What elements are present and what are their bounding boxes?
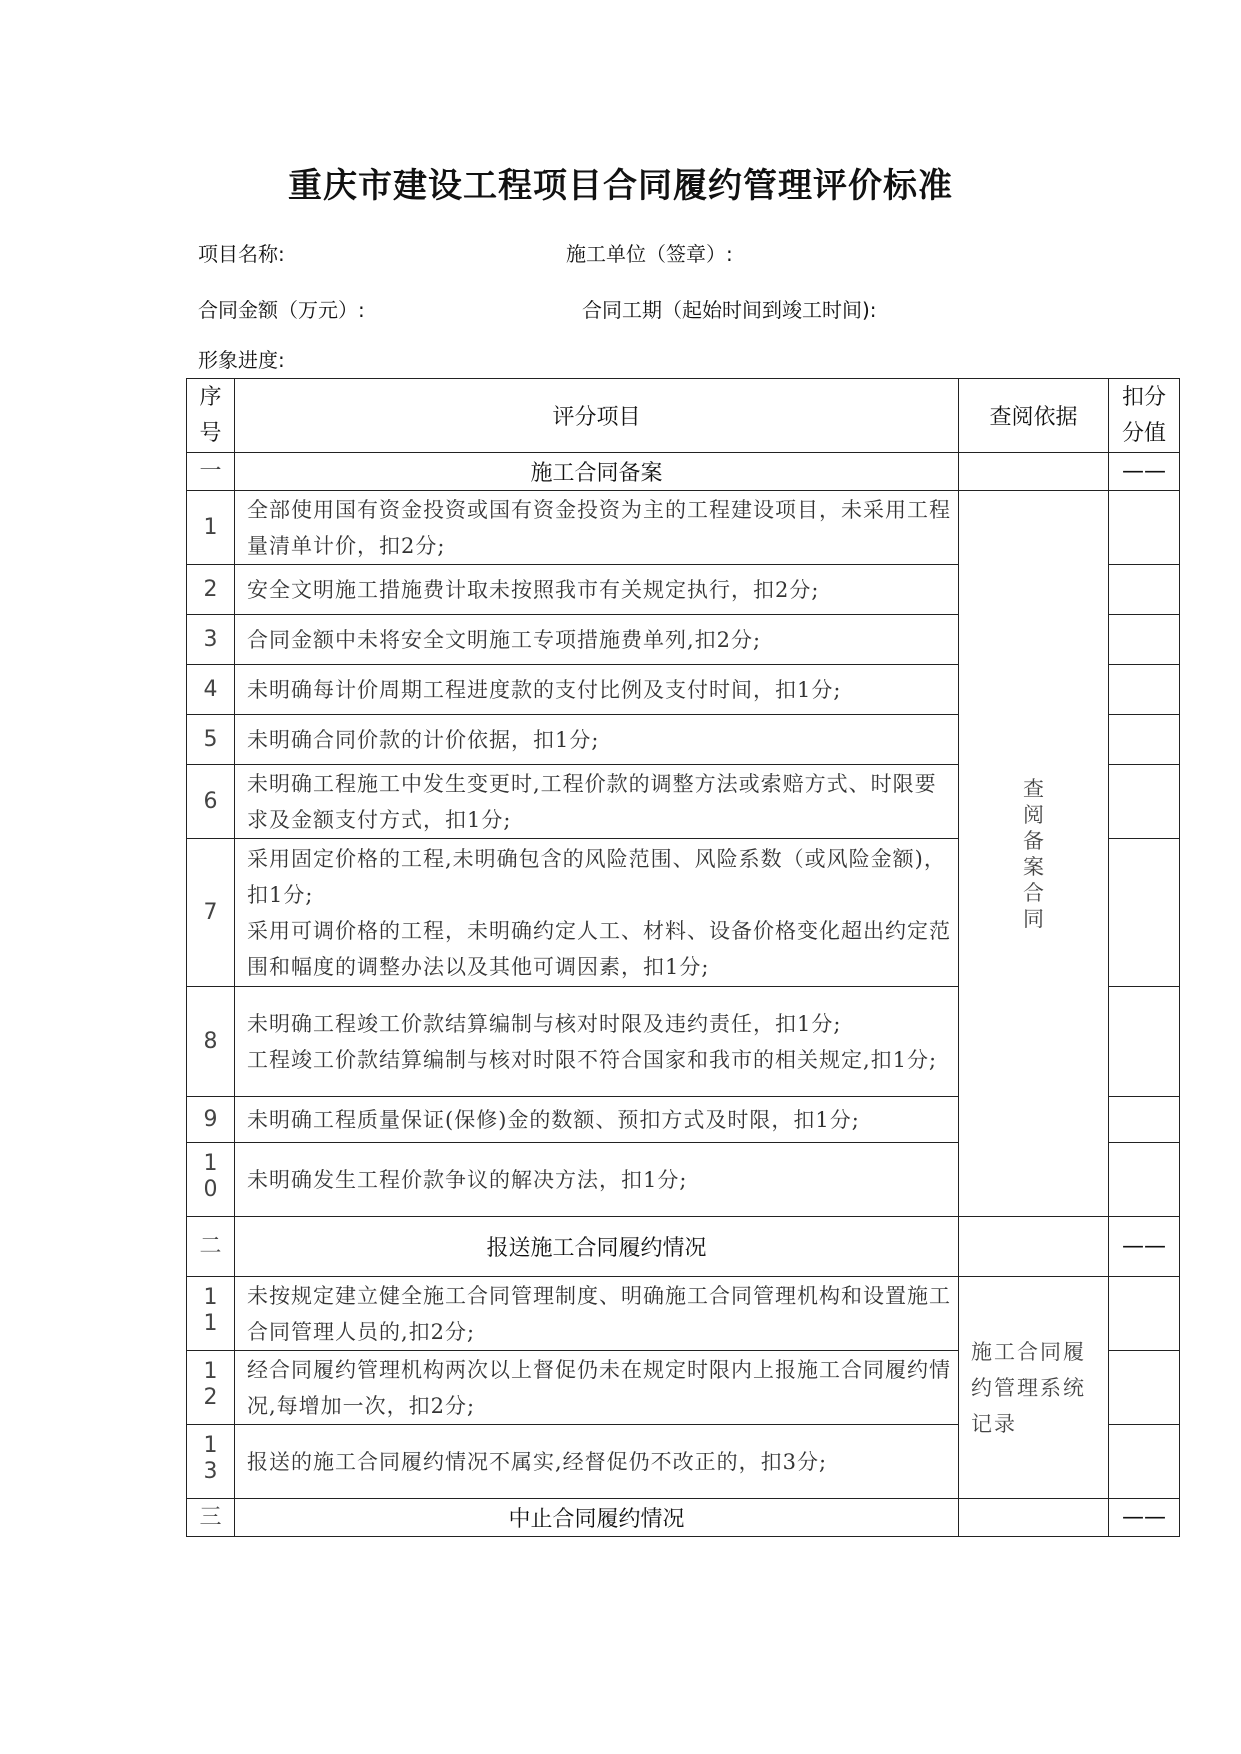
row-seq: 4 [187,665,235,715]
row-text: 报送的施工合同履约情况不属实,经督促仍不改正的，扣3分; [235,1425,959,1499]
row-seq: 2 [187,565,235,615]
deduct-cell[interactable] [1109,491,1180,565]
contract-amount-label: 合同金额（万元）: [198,298,365,322]
deduct-cell[interactable] [1109,1277,1180,1351]
row-seq: 11 [187,1277,235,1351]
row-text: 未明确工程质量保证(保修)金的数额、预扣方式及时限，扣1分; [235,1097,959,1143]
row-text: 安全文明施工措施费计取未按照我市有关规定执行，扣2分; [235,565,959,615]
row-seq: 13 [187,1425,235,1499]
row-seq: 12 [187,1351,235,1425]
section-basis-cell [959,453,1109,491]
row-text: 未明确合同价款的计价依据，扣1分; [235,715,959,765]
section-deduct: —— [1109,453,1180,491]
section-label: 施工合同备案 [235,453,959,491]
row-seq: 9 [187,1097,235,1143]
evaluation-table [186,378,1180,1537]
row-text: 未明确每计价周期工程进度款的支付比例及支付时间，扣1分; [235,665,959,715]
row-text: 全部使用国有资金投资或国有资金投资为主的工程建设项目，未采用工程量清单计价，扣2分; [235,491,959,565]
section-seq: 二 [187,1217,235,1277]
row-seq: 10 [187,1143,235,1217]
row-text: 未明确发生工程价款争议的解决方法，扣1分; [235,1143,959,1217]
deduct-cell[interactable] [1109,1351,1180,1425]
deduct-cell[interactable] [1109,1143,1180,1217]
project-name-label: 项目名称: [198,242,285,266]
deduct-cell[interactable] [1109,715,1180,765]
section-basis-cell [959,1499,1109,1537]
deduct-cell[interactable] [1109,1097,1180,1143]
row-seq: 6 [187,765,235,839]
basis-cell [959,491,1109,1217]
table-row [187,1277,1180,1351]
section-row [187,453,1180,491]
deduct-cell[interactable] [1109,615,1180,665]
basis-cell: 施工合同履约管理系统记录 [959,1277,1109,1499]
header-basis: 查阅依据 [959,379,1109,453]
header-item: 评分项目 [235,379,959,453]
header-seq: 序号 [187,379,235,453]
row-text: 未明确工程竣工价款结算编制与核对时限及违约责任，扣1分; 工程竣工价款结算编制与核对时限不符合国家和我市的相关规定,扣1分; [235,987,959,1097]
contractor-label: 施工单位（签章）: [566,242,733,266]
row-seq: 3 [187,615,235,665]
deduct-cell[interactable] [1109,987,1180,1097]
section-seq: 一 [187,453,235,491]
row-seq: 8 [187,987,235,1097]
section-deduct: —— [1109,1217,1180,1277]
table-row [187,491,1180,565]
table-header-row [187,379,1180,453]
section-row [187,1499,1180,1537]
deduct-cell[interactable] [1109,665,1180,715]
row-seq: 7 [187,839,235,987]
progress-label: 形象进度: [198,348,285,372]
contract-period-label: 合同工期（起始时间到竣工时间): [582,298,877,322]
row-text: 合同金额中未将安全文明施工专项措施费单列,扣2分; [235,615,959,665]
row-seq: 1 [187,491,235,565]
deduct-cell[interactable] [1109,765,1180,839]
page-title: 重庆市建设工程项目合同履约管理评价标准 [288,166,953,206]
section-deduct: —— [1109,1499,1180,1537]
section-label: 报送施工合同履约情况 [235,1217,959,1277]
row-text: 未明确工程施工中发生变更时,工程价款的调整方法或索赔方式、时限要求及金额支付方式，扣1分; [235,765,959,839]
row-seq: 5 [187,715,235,765]
deduct-cell[interactable] [1109,565,1180,615]
section-label: 中止合同履约情况 [235,1499,959,1537]
header-deduct: 扣分分值 [1109,379,1180,453]
row-text: 未按规定建立健全施工合同管理制度、明确施工合同管理机构和设置施工合同管理人员的,扣2分; [235,1277,959,1351]
section-row [187,1217,1180,1277]
section-basis-cell [959,1217,1109,1277]
row-text: 经合同履约管理机构两次以上督促仍未在规定时限内上报施工合同履约情况,每增加一次，扣2分; [235,1351,959,1425]
section-seq: 三 [187,1499,235,1537]
row-text: 采用固定价格的工程,未明确包含的风险范围、风险系数（或风险金额)，扣1分; 采用可调价格的工程，未明确约定人工、材料、设备价格变化超出约定范围和幅度的调整办法以及其他可调因素，扣1分; [235,839,959,987]
deduct-cell[interactable] [1109,1425,1180,1499]
basis-text: 查阅备案合同 [1023,776,1044,931]
deduct-cell[interactable] [1109,839,1180,987]
